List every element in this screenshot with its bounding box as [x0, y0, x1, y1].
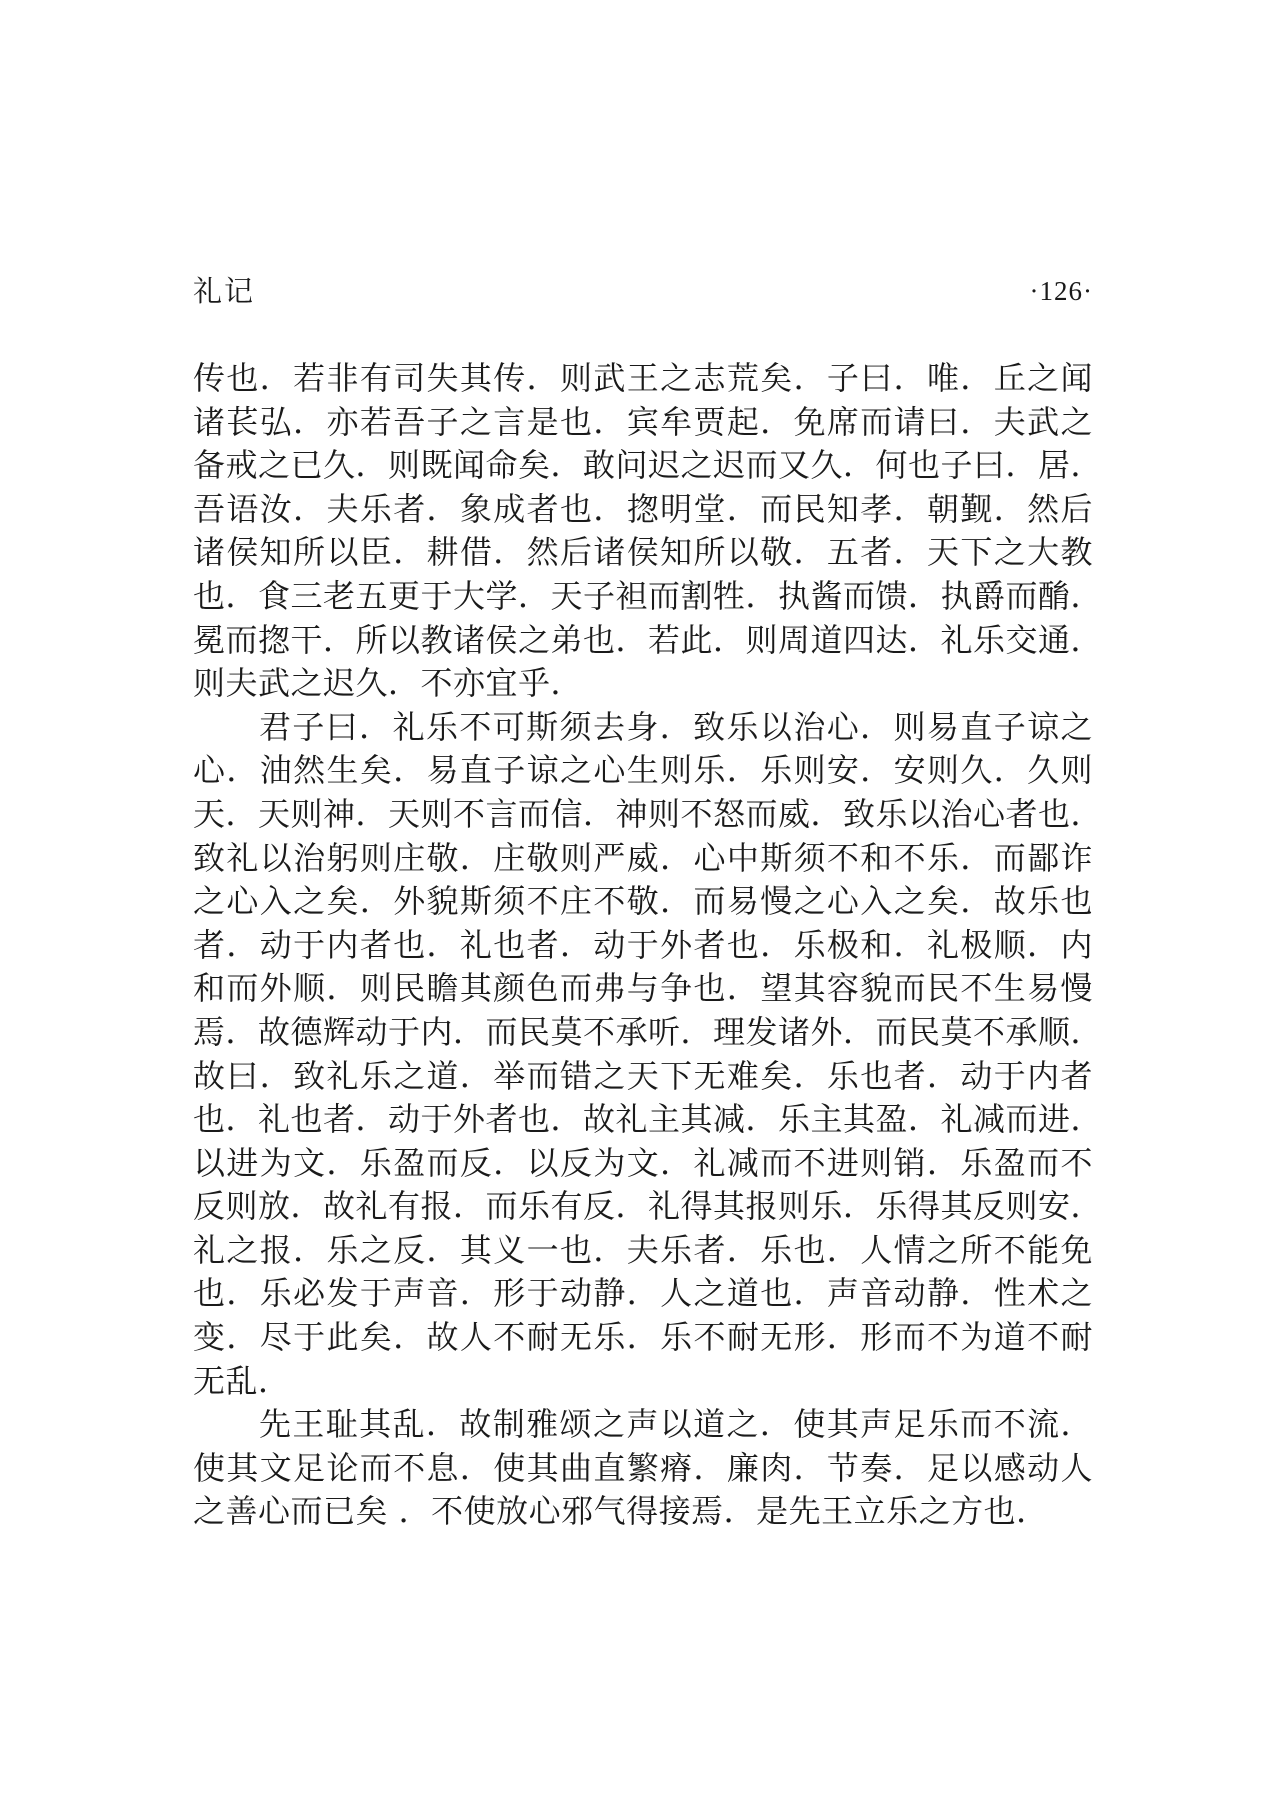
body-text [193, 357, 1104, 1534]
text-line: 故曰．致礼乐之道．举而错之天下无难矣．乐也者．动于内者 [193, 1056, 1093, 1095]
text-line: 天．天则神．天则不言而信．神则不怒而威．致乐以治心者也． [193, 794, 1104, 833]
text-line: 之善心而已矣 ．不使放心邪气得接焉．是先王立乐之方也． [193, 1492, 1049, 1531]
text-line: 备戒之已久．则既闻命矣．敢问迟之迟而又久．何也子曰．居． [193, 446, 1104, 485]
text-line: 焉．故德辉动于内．而民莫不承听．理发诸外．而民莫不承顺． [193, 1012, 1104, 1051]
text-line: 致礼以治躬则庄敬．庄敬则严威．心中斯须不和不乐．而鄙诈 [193, 838, 1093, 877]
page-number: ·126· [1029, 276, 1093, 306]
text-line: 先王耻其乱．故制雅颂之声以道之．使其声足乐而不流． [259, 1405, 1093, 1444]
text-line: 使其文足论而不息．使其曲直繁瘠．廉肉．节奏．足以感动人 [193, 1448, 1093, 1487]
paragraph [193, 706, 1104, 1404]
book-title: 礼记 [193, 274, 256, 308]
text-line: 传也．若非有司失其传．则武王之志荒矣．子曰．唯．丘之闻 [193, 359, 1093, 397]
text-line: 和而外顺．则民瞻其颜色而弗与争也．望其容貌而民不生易慢 [193, 969, 1093, 1008]
paragraph [193, 1403, 1093, 1534]
text-line: 君子曰．礼乐不可斯须去身．致乐以治心．则易直子谅之 [259, 707, 1093, 746]
text-line: 以进为文．乐盈而反．以反为文．礼减而不进则销．乐盈而不 [193, 1143, 1093, 1182]
text-line: 则夫武之迟久．不亦宜乎． [193, 664, 584, 703]
text-line: 反则放．故礼有报．而乐有反．礼得其报则乐．乐得其反则安． [193, 1187, 1104, 1226]
text-line: 者．动于内者也．礼也者．动于外者也．乐极和．礼极顺．内 [193, 925, 1093, 964]
text-line: 吾语汝．夫乐者．象成者也．揔明堂．而民知孝．朝觐．然后 [193, 489, 1093, 528]
text-line: 诸苌弘．亦若吾子之言是也．宾牟贾起．免席而请曰．夫武之 [193, 402, 1093, 441]
text-line: 诸侯知所以臣．耕借．然后诸侯知所以敬．五者．天下之大教 [193, 533, 1093, 572]
paragraph [193, 357, 1104, 706]
text-line: 也．礼也者．动于外者也．故礼主其减．乐主其盈．礼减而进． [193, 1100, 1104, 1139]
text-line: 冕而揔干．所以教诸侯之弟也．若此．则周道四达．礼乐交通． [193, 620, 1104, 659]
text-line: 心．油然生矣．易直子谅之心生则乐．乐则安．安则久．久则 [193, 751, 1093, 790]
text-line: 也．乐必发于声音．形于动静．人之道也．声音动静．性术之 [193, 1274, 1093, 1313]
text-line: 无乱． [193, 1361, 291, 1400]
text-line: 也．食三老五更于大学．天子袒而割牲．执酱而馈．执爵而酳． [193, 576, 1104, 615]
running-head [193, 271, 1093, 311]
text-line: 变．尽于此矣．故人不耐无乐．乐不耐无形．形而不为道不耐 [193, 1318, 1093, 1357]
text-line: 之心入之矣．外貌斯须不庄不敬．而易慢之心入之矣．故乐也 [193, 882, 1093, 921]
text-line: 礼之报．乐之反．其义一也．夫乐者．乐也．人情之所不能免 [193, 1230, 1093, 1269]
